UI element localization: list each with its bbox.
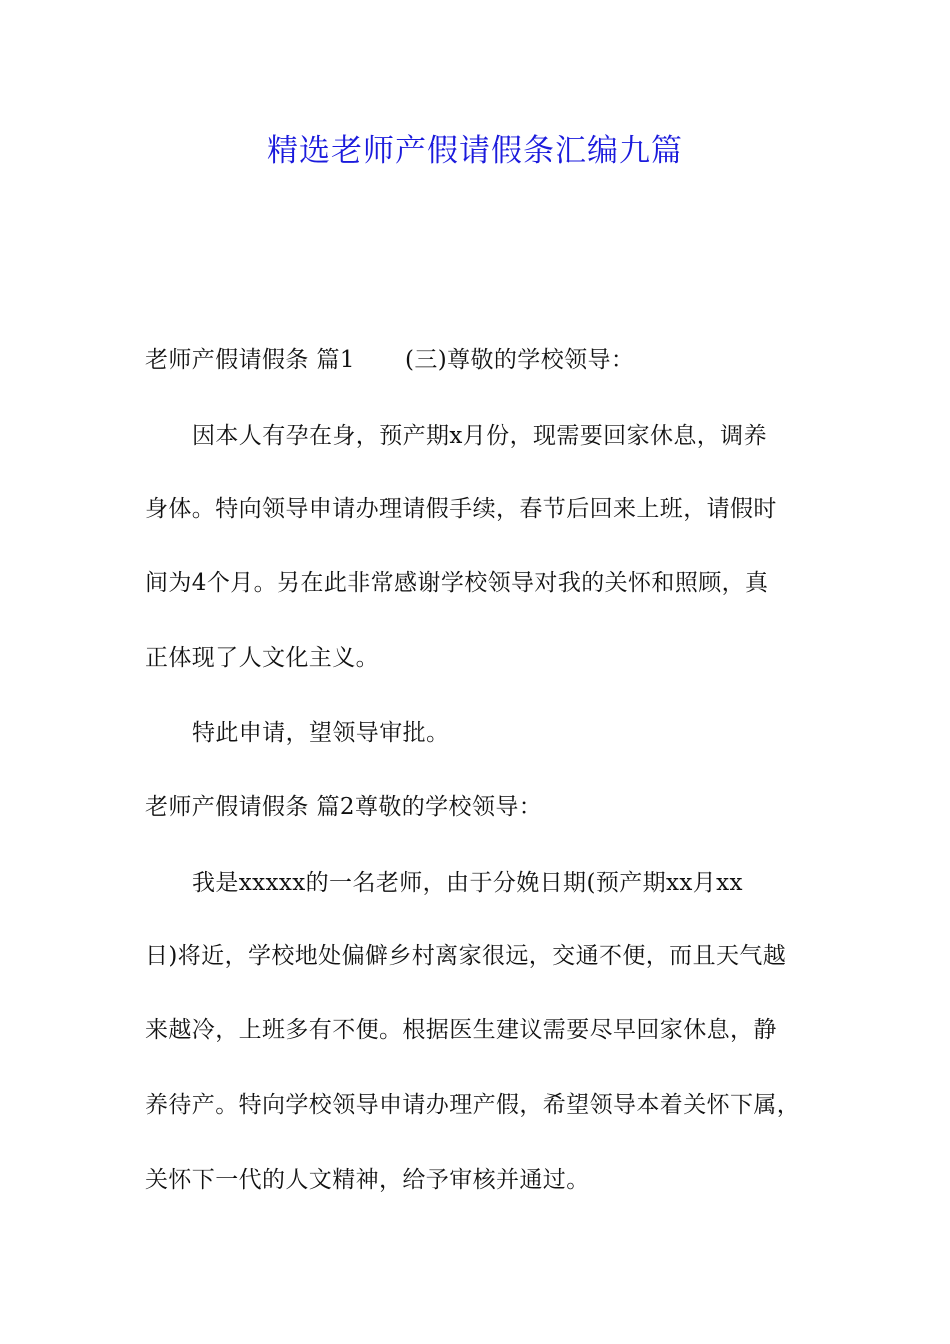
section-1-closing: 特此申请，望领导审批。 — [192, 720, 450, 746]
section-1-greeting: (三)尊敬的学校领导： — [404, 347, 635, 373]
section-1-body-line-2: 身体。特向领导申请办理请假手续，春节后回来上班，请假时 — [145, 496, 777, 522]
section-2-body-line-4: 养待产。特向学校领导申请办理产假，希望领导本着关怀下属， — [145, 1092, 801, 1118]
section-2-body-line-1: 我是xxxxx的一名老师，由于分娩日期(预产期xx月xx — [192, 870, 743, 896]
section-1-body-line-4: 正体现了人文化主义。 — [145, 645, 379, 671]
section-2-body-line-3: 来越冷，上班多有不便。根据医生建议需要尽早回家休息，静 — [145, 1017, 777, 1043]
document-title: 精选老师产假请假条汇编九篇 — [267, 133, 683, 169]
section-1-heading: 老师产假请假条 篇1 — [145, 347, 355, 373]
section-1-body-line-1: 因本人有孕在身，预产期x月份，现需要回家休息，调养 — [192, 423, 767, 449]
section-2-heading: 老师产假请假条 篇2尊敬的学校领导： — [145, 794, 543, 820]
section-1-body-line-3: 间为4个月。另在此非常感谢学校领导对我的关怀和照顾，真 — [145, 570, 769, 596]
section-2-body-line-2: 日)将近，学校地处偏僻乡村离家很远，交通不便，而且天气越 — [145, 943, 787, 969]
section-2-body-line-5: 关怀下一代的人文精神，给予审核并通过。 — [145, 1167, 590, 1193]
section-1-heading-line — [145, 343, 825, 377]
